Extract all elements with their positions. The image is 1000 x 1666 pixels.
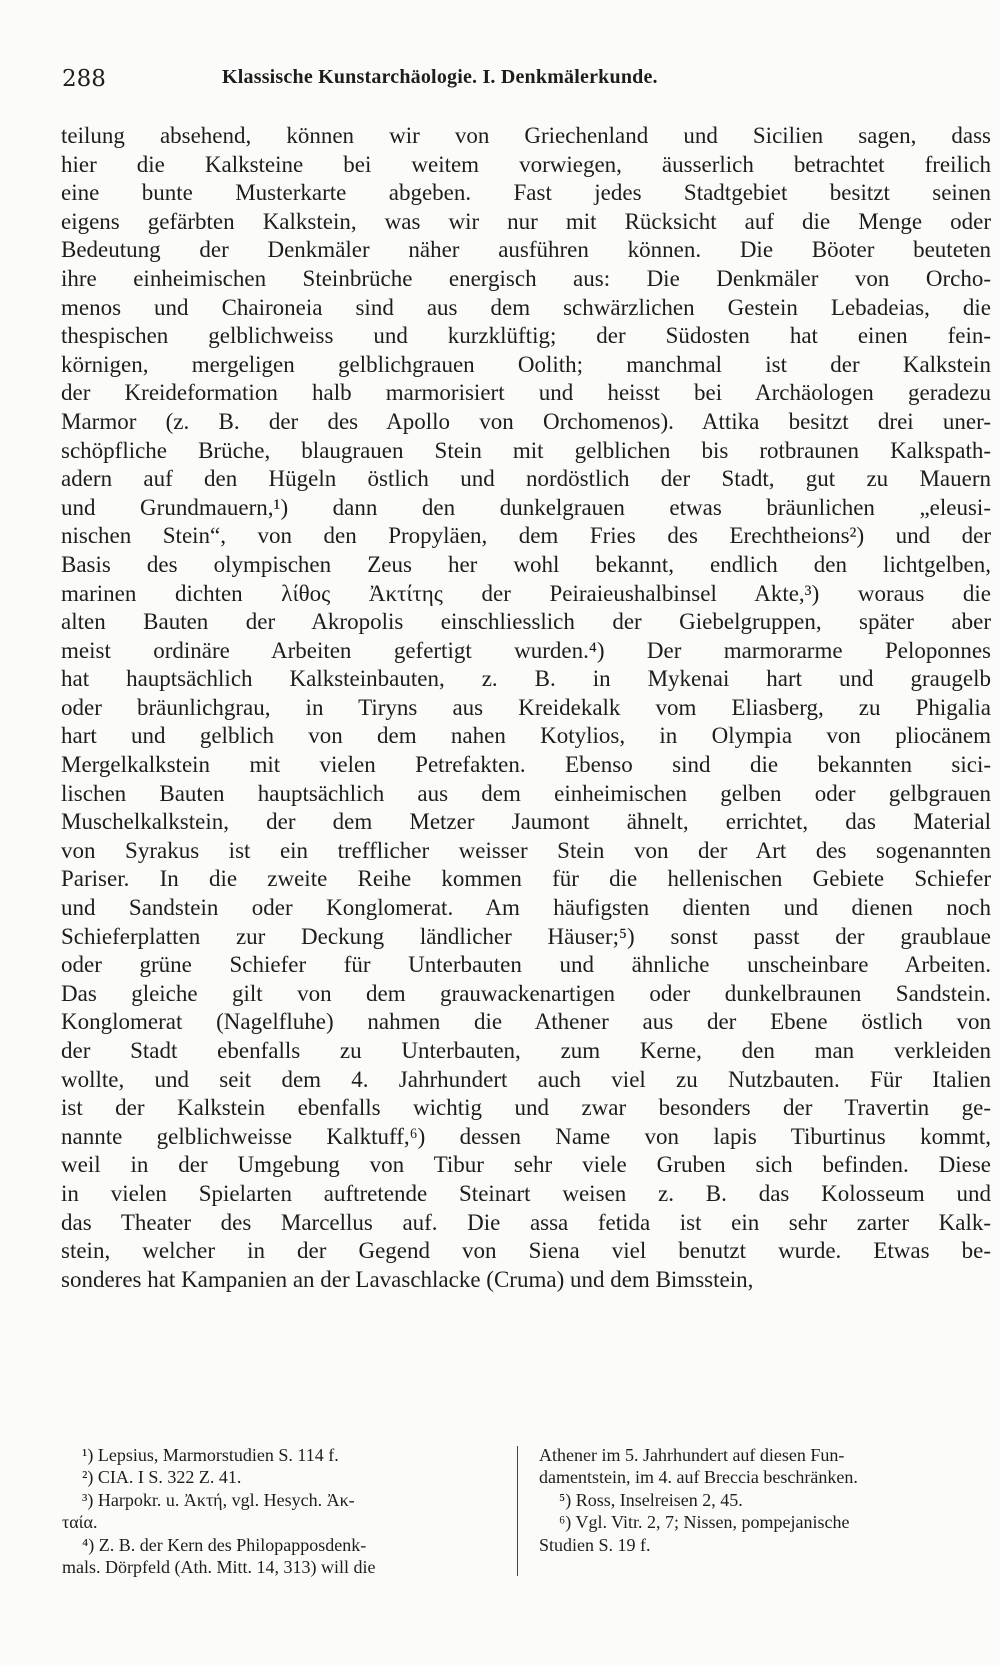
text-line: ihre einheimischen Steinbrüche energisch aus: Die Denkmäler von Orcho-: [61, 265, 991, 291]
text-line: hat hauptsächlich Kalksteinbauten, z. B. in Mykenai hart und graugelb: [61, 666, 991, 692]
text-line: marinen dichten λίθος Ἀκτίτης der Peiraieushalbinsel Akte,³) woraus die: [61, 580, 991, 606]
footnote-line: ⁴) Z. B. der Kern des Philopapposdenk-: [82, 1534, 367, 1555]
footnotes-left-column: [62, 1444, 499, 1578]
text-line: oder grüne Schiefer für Unterbauten und ähnliche unscheinbare Arbeiten.: [61, 952, 991, 978]
text-line: alten Bauten der Akropolis einschliesslich der Giebelgruppen, später aber: [61, 609, 991, 635]
text-line: von Syrakus ist ein trefflicher weisser Stein von der Art des sogenannten: [61, 837, 991, 863]
footnotes: [62, 1444, 992, 1604]
running-head: Klassische Kunstarchäologie. I. Denkmälerkunde.: [222, 66, 658, 88]
text-line: menos und Chaironeia sind aus dem schwärzlichen Gestein Lebadeias, die: [61, 294, 991, 320]
footnote-line: Studien S. 19 f.: [539, 1534, 651, 1555]
text-line: thespischen gelblichweiss und kurzklüftig; der Südosten hat einen fein-: [61, 323, 991, 349]
footnote-line: ταία.: [62, 1512, 98, 1533]
text-line: der Stadt ebenfalls zu Unterbauten, zum Kerne, den man verkleiden: [61, 1038, 991, 1063]
text-line: Pariser. In die zweite Reihe kommen für die hellenischen Gebiete Schiefer: [61, 866, 991, 892]
page-header: [62, 66, 942, 96]
text-line: sonderes hat Kampanien an der Lavaschlacke (Cruma) und dem Bimsstein,: [61, 1266, 754, 1292]
text-line: Das gleiche gilt von dem grauwackenartigen oder dunkelbraunen Sandstein.: [61, 980, 991, 1006]
text-line: eine bunte Musterkarte abgeben. Fast jedes Stadtgebiet besitzt seinen: [61, 180, 991, 206]
footnote-line: ⁵) Ross, Inselreisen 2, 45.: [559, 1489, 743, 1510]
text-line: meist ordinäre Arbeiten gefertigt wurden.⁴) Der marmorarme Peloponnes: [61, 637, 991, 663]
text-line: schöpfliche Brüche, blaugrauen Stein mit gelblichen bis rotbraunen Kalkspath-: [61, 437, 991, 463]
text-line: hier die Kalksteine bei weitem vorwiegen, äusserlich betrachtet freilich: [61, 151, 991, 177]
text-line: Mergelkalkstein mit vielen Petrefakten. Ebenso sind die bekannten sici-: [61, 752, 991, 778]
text-line: und Grundmauern,¹) dann den dunkelgrauen etwas bräunlichen „eleusi-: [61, 494, 991, 520]
text-line: teilung absehend, können wir von Griechenland und Sicilien sagen, dass: [61, 123, 991, 148]
text-line: körnigen, mergeligen gelblichgrauen Oolith; manchmal ist der Kalkstein: [61, 351, 991, 377]
text-line: nischen Stein“, von den Propyläen, dem Fries des Erechtheions²) und der: [61, 523, 991, 549]
text-line: stein, welcher in der Gegend von Siena viel benutzt wurde. Etwas be-: [61, 1238, 991, 1264]
text-line: Basis des olympischen Zeus her wohl bekannt, endlich den lichtgelben,: [61, 551, 991, 577]
text-line: Konglomerat (Nagelfluhe) nahmen die Athener aus der Ebene östlich von: [61, 1009, 991, 1035]
footnote-line: Athener im 5. Jahrhundert auf diesen Fun-: [539, 1445, 845, 1465]
text-line: oder bräunlichgrau, in Tiryns aus Kreidekalk vom Eliasberg, zu Phigalia: [61, 694, 991, 720]
text-line: Bedeutung der Denkmäler näher ausführen können. Die Böoter beuteten: [61, 237, 991, 263]
text-line: das Theater des Marcellus auf. Die assa fetida ist ein sehr zarter Kalk-: [61, 1209, 991, 1235]
text-line: wollte, und seit dem 4. Jahrhundert auch viel zu Nutzbauten. Für Italien: [61, 1066, 991, 1092]
footnote-line: ¹) Lepsius, Marmorstudien S. 114 f.: [82, 1445, 339, 1465]
text-line: ist der Kalkstein ebenfalls wichtig und zwar besonders der Travertin ge-: [61, 1095, 991, 1121]
footnote-column-divider: [517, 1446, 518, 1576]
text-line: weil in der Umgebung von Tibur sehr viele Gruben sich befinden. Diese: [61, 1152, 991, 1178]
text-line: adern auf den Hügeln östlich und nordöstlich der Stadt, gut zu Mauern: [61, 466, 991, 492]
text-line: lischen Bauten hauptsächlich aus dem einheimischen gelben oder gelbgrauen: [61, 780, 991, 806]
text-line: und Sandstein oder Konglomerat. Am häufigsten dienten und dienen noch: [61, 895, 991, 921]
text-line: in vielen Spielarten auftretende Steinart weisen z. B. das Kolosseum und: [61, 1180, 991, 1206]
text-line: Marmor (z. B. der des Apollo von Orchomenos). Attika besitzt drei uner-: [61, 408, 991, 434]
footnote-line: ³) Harpokr. u. Ἀκτή, vgl. Hesych. Ἀκ-: [82, 1489, 355, 1510]
footnote-line: mals. Dörpfeld (Ath. Mitt. 14, 313) will die: [62, 1556, 376, 1577]
footnote-line: damentstein, im 4. auf Breccia beschränken.: [539, 1467, 858, 1488]
page-number: 288: [62, 66, 106, 92]
footnote-line: ²) CIA. I S. 322 Z. 41.: [82, 1467, 242, 1488]
text-line: nannte gelblichweisse Kalktuff,⁶) dessen Name von lapis Tiburtinus kommt,: [61, 1123, 991, 1149]
text-line: Muschelkalkstein, der dem Metzer Jaumont ähnelt, errichtet, das Material: [61, 809, 991, 835]
text-line: Schieferplatten zur Deckung ländlicher Häuser;⁵) sonst passt der graublaue: [61, 923, 991, 949]
text-line: der Kreideformation halb marmorisiert und heisst bei Archäologen geradezu: [61, 380, 991, 406]
text-line: hart und gelblich von dem nahen Kotylios, in Olympia von pliocänem: [61, 723, 991, 749]
body-text: [61, 122, 991, 1294]
text-line: eigens gefärbten Kalkstein, was wir nur mit Rücksicht auf die Menge oder: [61, 208, 991, 234]
footnote-line: ⁶) Vgl. Vitr. 2, 7; Nissen, pompejanische: [559, 1512, 850, 1533]
footnotes-right-column: [539, 1444, 992, 1556]
